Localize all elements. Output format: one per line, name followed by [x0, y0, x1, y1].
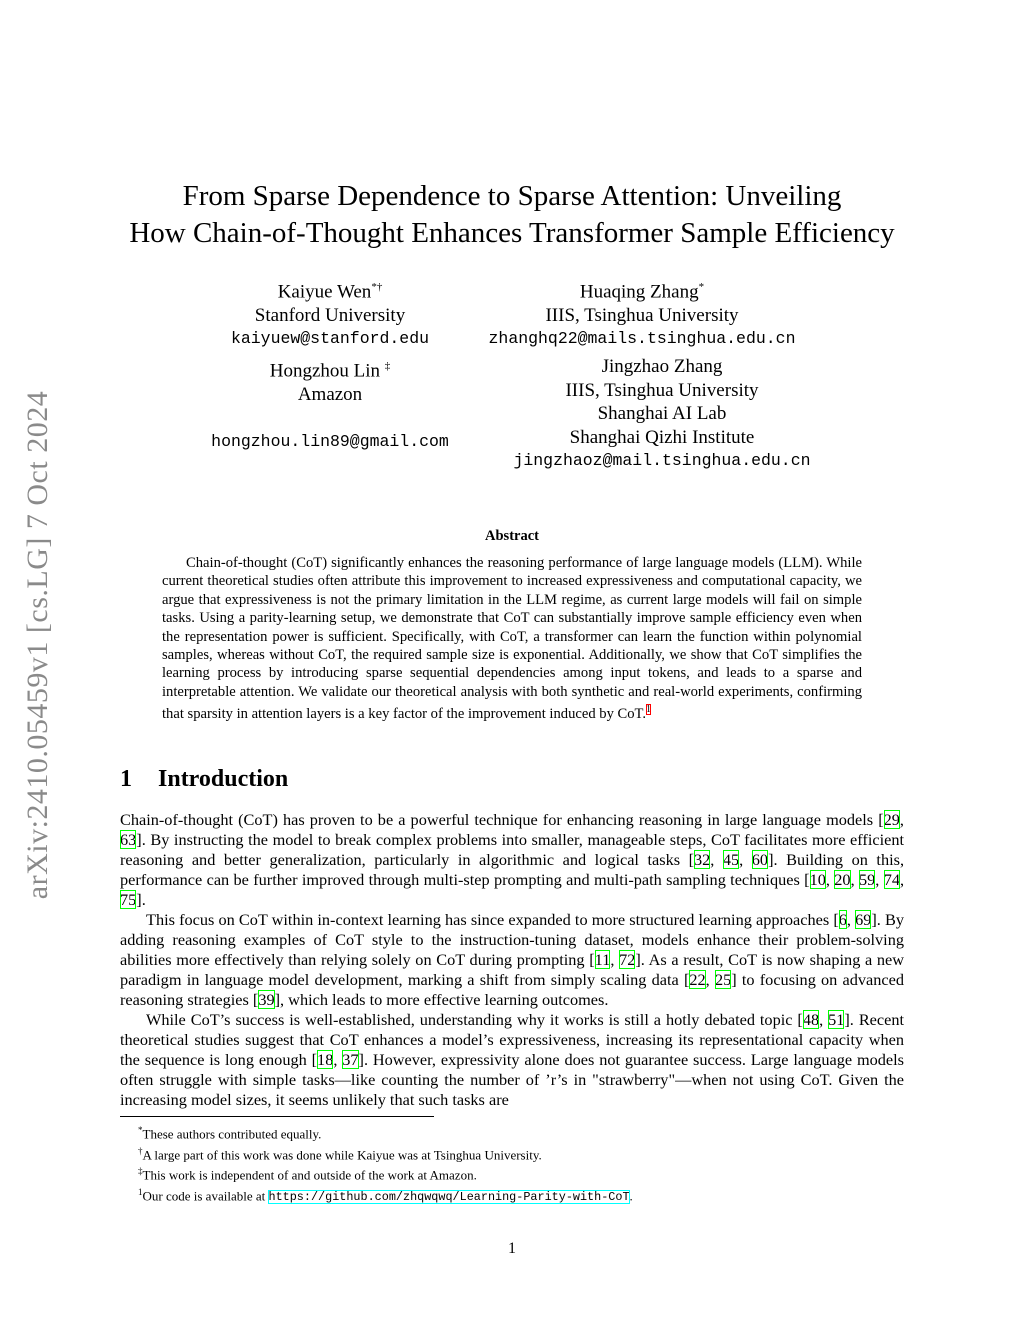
citation-link[interactable]: 72	[619, 950, 636, 969]
citation-link[interactable]: 18	[317, 1050, 334, 1069]
abstract-body	[162, 554, 862, 724]
author-name: Huaqing Zhang	[579, 281, 699, 303]
author-mark: ‡	[384, 360, 391, 372]
body-text: ,	[710, 850, 723, 869]
citation-link[interactable]: 51	[828, 1010, 845, 1029]
author-block-lin	[190, 355, 470, 453]
introduction-body	[120, 810, 904, 1110]
author-name: Kaiyue Wen	[277, 281, 372, 303]
body-text: This focus on CoT within in-context learning has since expanded to more structured learning approaches [	[146, 910, 839, 929]
citation-link[interactable]: 20	[834, 870, 851, 889]
author-mark: *†	[371, 281, 383, 293]
title-line-1: From Sparse Dependence to Sparse Attention: Unveiling	[182, 180, 842, 212]
title-line-2: How Chain-of-Thought Enhances Transformer Sample Efficiency	[129, 217, 895, 249]
body-text: ]. By adding reasoning examples of CoT style to the instruction-tuning dataset, models enhance their problem-solving abilities more effectively than relying solely on CoT during prompting [	[120, 910, 905, 969]
body-text: ,	[825, 870, 835, 889]
footnotes	[120, 1122, 904, 1206]
author-affiliation: Shanghai AI Lab	[597, 403, 727, 424]
body-text: ,	[846, 910, 856, 929]
citation-link[interactable]: 6	[838, 910, 847, 929]
author-affiliation: IIIS, Tsinghua University	[565, 379, 759, 401]
footnote	[120, 1163, 904, 1184]
author-mark: *	[698, 281, 705, 293]
paragraph-2	[120, 910, 904, 1010]
author-affiliation: Stanford University	[254, 304, 406, 326]
footnote-link[interactable]: 1	[646, 704, 652, 716]
body-text: ,	[850, 870, 859, 889]
section-heading	[120, 766, 288, 793]
body-text: ]. By instructing the model to break complex problems into smaller, manageable steps, CoT facilitates more efficient reasoning and better generalization, particularly in algorithmic and logical tasks [	[120, 830, 904, 869]
body-text: ,	[899, 810, 904, 829]
body-text: ,	[875, 870, 884, 889]
footnote	[120, 1122, 904, 1143]
abstract-heading: Abstract	[485, 528, 539, 544]
arxiv-identifier: arXiv:2410.05459v1 [cs.LG] 7 Oct 2024	[21, 390, 54, 900]
paragraph-1	[120, 810, 904, 910]
body-text: ,	[819, 1010, 829, 1029]
body-text: ,	[705, 970, 715, 989]
citation-link[interactable]: 63	[120, 830, 137, 849]
abstract-text: Chain-of-thought (CoT) significantly enhances the reasoning performance of large language models (LLM). While current theoretical studies often attribute this improvement to increased expressiveness and computational capacity, we argue that expressiveness is not the primary limitation in the LLM regime, as current large models will fail on simple tasks. Using a parity-learning setup, we demonstrate that CoT can substantially improve sample efficiency even when the representation power is sufficient. Specifically, with CoT, a transformer can learn the function within polynomial samples, whereas without CoT, the required sample size is exponential. Additionally, we show that CoT simplifies the learning process by introducing sparse sequential dependencies among input tokens, and leads to a sparse and interpretable attention. We validate our theoretical analysis with both synthetic and real-world experiments, confirming that sparsity in attention layers is a key factor of the improvement induced by CoT.	[162, 555, 862, 723]
footnote	[120, 1184, 904, 1206]
author-affiliation: IIIS, Tsinghua University	[545, 304, 739, 326]
citation-link[interactable]: 25	[714, 970, 732, 989]
citation-link[interactable]: 48	[802, 1010, 820, 1029]
author-block-wen	[190, 276, 470, 351]
citation-link[interactable]: 69	[855, 910, 872, 929]
author-email[interactable]: jingzhaoz@mail.tsinghua.edu.cn	[513, 451, 811, 470]
body-text: ] to focusing on advanced reasoning strategies [	[120, 970, 905, 1009]
code-url-link[interactable]: https://github.com/zhqwqwq/Learning-Parity-with-CoT	[268, 1190, 630, 1205]
footnote-text: .	[629, 1188, 633, 1204]
author-email[interactable]: kaiyuew@stanford.edu	[230, 329, 430, 349]
body-text: ], which leads to more effective learning outcomes.	[274, 990, 609, 1009]
citation-link[interactable]: 60	[751, 850, 769, 869]
citation-link[interactable]: 11	[594, 950, 611, 969]
citation-link[interactable]: 22	[689, 970, 706, 989]
citation-link[interactable]: 10	[809, 870, 826, 889]
author-name: Hongzhou Lin	[269, 360, 381, 382]
body-text: ,	[739, 850, 752, 869]
section-title: Introduction	[158, 766, 289, 792]
paragraph-3	[120, 1010, 904, 1110]
citation-link[interactable]: 59	[858, 870, 876, 889]
citation-link[interactable]: 32	[694, 850, 711, 869]
author-email[interactable]: hongzhou.lin89@gmail.com	[211, 431, 449, 451]
footnote-mark: 1	[138, 1186, 143, 1197]
body-text: ]. Recent theoretical studies suggest that CoT enhances a model’s expressiveness, increasing its representational capacity when the sequence is long enough [	[120, 1010, 905, 1069]
body-text: ]. Building on this, performance can be further improved through multi-step prompting and multi-path sampling techniques [	[120, 850, 905, 889]
body-text: Chain-of-thought (CoT) has proven to be a powerful technique for enhancing reasoning in large language models [	[120, 810, 884, 829]
author-block-zhang-h	[472, 276, 812, 351]
section-number: 1	[120, 766, 132, 792]
page-number: 1	[508, 1240, 516, 1257]
citation-link[interactable]: 74	[883, 870, 900, 889]
footnote-text: These authors contributed equally.	[142, 1126, 322, 1142]
footnote-text: This work is independent of and outside of the work at Amazon.	[142, 1167, 477, 1183]
footnote-text: Our code is available at	[142, 1188, 269, 1204]
citation-link[interactable]: 37	[342, 1050, 359, 1069]
body-text: ,	[610, 950, 620, 969]
footnote	[120, 1143, 904, 1164]
body-text: ,	[899, 870, 905, 889]
arxiv-sidebar	[18, 365, 58, 925]
footnote-mark: †	[138, 1145, 143, 1156]
body-text: ]. However, expressivity alone does not guarantee success. Large language models often struggle with simple tasks—like counting the number of ’r’s in "strawberry"—when not using CoT. Given the increasing model sizes, it seems unlikely that such tasks are	[120, 1050, 904, 1109]
author-affiliation: Shanghai Qizhi Institute	[569, 426, 755, 448]
body-text: ].	[136, 890, 146, 909]
citation-link[interactable]: 29	[883, 810, 900, 829]
citation-link[interactable]: 45	[722, 850, 740, 869]
author-affiliation: Amazon	[297, 383, 363, 405]
citation-link[interactable]: 75	[120, 890, 137, 909]
footnote-divider	[120, 1116, 434, 1117]
footnote-mark: *	[138, 1125, 143, 1135]
author-block-zhang-j	[472, 355, 852, 473]
citation-link[interactable]: 39	[258, 990, 275, 1009]
author-email[interactable]: zhanghq22@mails.tsinghua.edu.cn	[488, 329, 796, 349]
paper-title	[100, 178, 924, 252]
author-name: Jingzhao Zhang	[601, 356, 723, 377]
body-text: While CoT’s success is well-established, understanding why it works is still a hotly debated topic [	[146, 1010, 803, 1029]
footnote-text: A large part of this work was done while Kaiyue was at Tsinghua University.	[142, 1146, 542, 1162]
body-text: ]. As a result, CoT is now shaping a new paradigm in language model development, marking a shift from simply scaling data [	[120, 950, 905, 989]
footnote-mark: ‡	[138, 1166, 143, 1177]
body-text: ,	[333, 1050, 343, 1069]
